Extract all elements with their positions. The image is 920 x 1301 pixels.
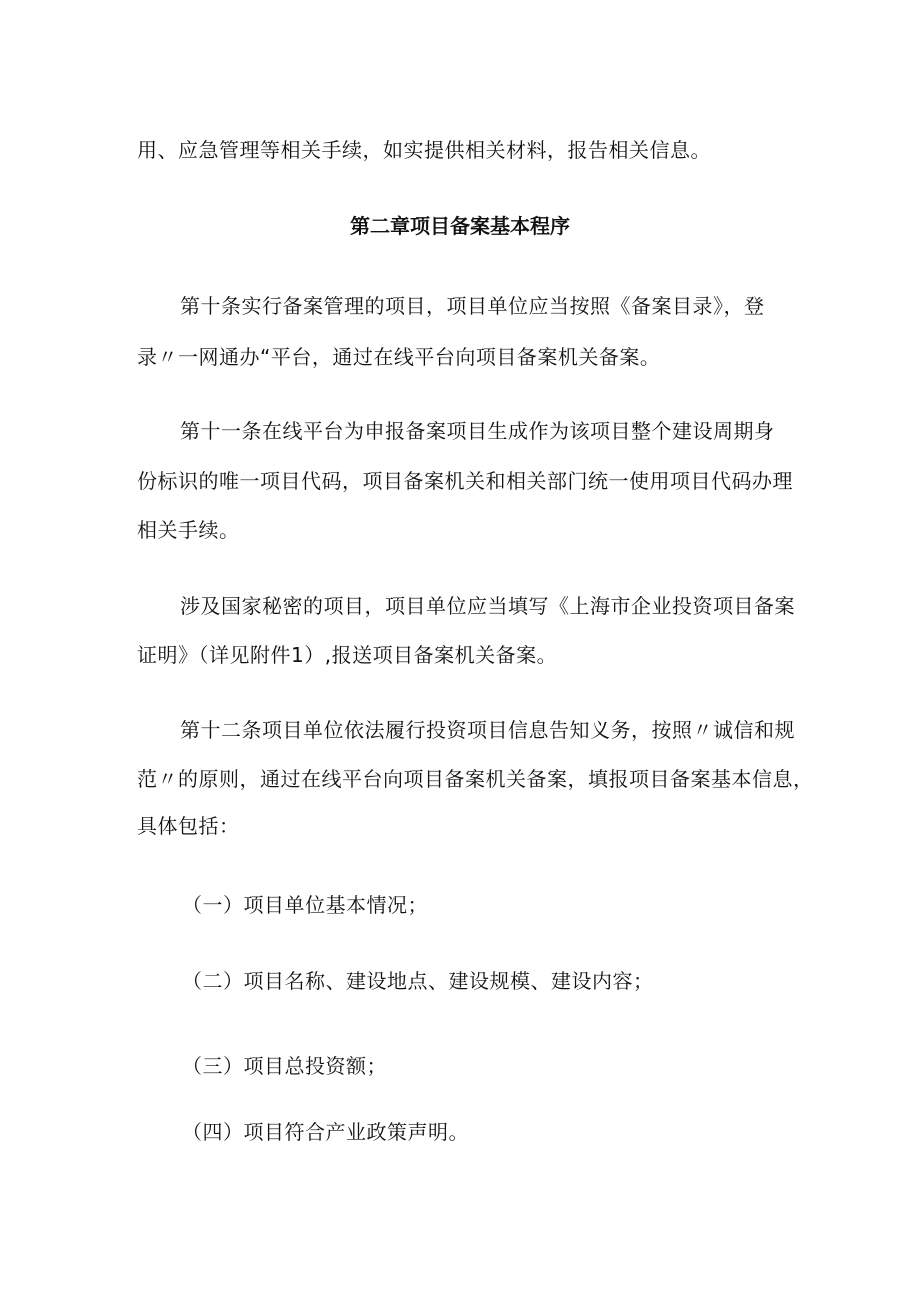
- paragraph-line: 范〃的原则，通过在线平台向项目备案机关备案，填报项目备案基本信息，: [137, 767, 814, 791]
- paragraph-line: 具体包括：: [137, 814, 240, 838]
- paragraph-line: 录〃一网通办“平台，通过在线平台向项目备案机关备案。: [137, 345, 661, 369]
- chapter-title: 第二章项目备案基本程序: [350, 214, 570, 238]
- list-item: （一）项目单位基本情况；: [182, 893, 428, 917]
- paragraph-line: 第十条实行备案管理的项目，项目单位应当按照《备案目录》，登: [180, 294, 765, 318]
- paragraph-line: 第十二条项目单位依法履行投资项目信息告知义务，按照〃诚信和规: [180, 718, 795, 742]
- paragraph-line: 第十一条在线平台为申报备案项目生成作为该项目整个建设周期身: [180, 419, 775, 443]
- paragraph-line: 涉及国家秘密的项目，项目单位应当填写《上海市企业投资项目备案: [180, 594, 795, 618]
- paragraph-line: 证明》（详见附件1）,报送项目备案机关备案。: [137, 643, 558, 667]
- continuation-paragraph: 用、应急管理等相关手续，如实提供相关材料，报告相关信息。: [137, 138, 711, 162]
- paragraph-line: 相关手续。: [137, 518, 240, 542]
- list-item: （三）项目总投资额；: [182, 1054, 387, 1078]
- paragraph-line: 份标识的唯一项目代码，项目备案机关和相关部门统一使用项目代码办理: [137, 469, 793, 493]
- list-item: （二）项目名称、建设地点、建设规模、建设内容；: [182, 969, 654, 993]
- list-item: （四）项目符合产业政策声明。: [182, 1120, 469, 1144]
